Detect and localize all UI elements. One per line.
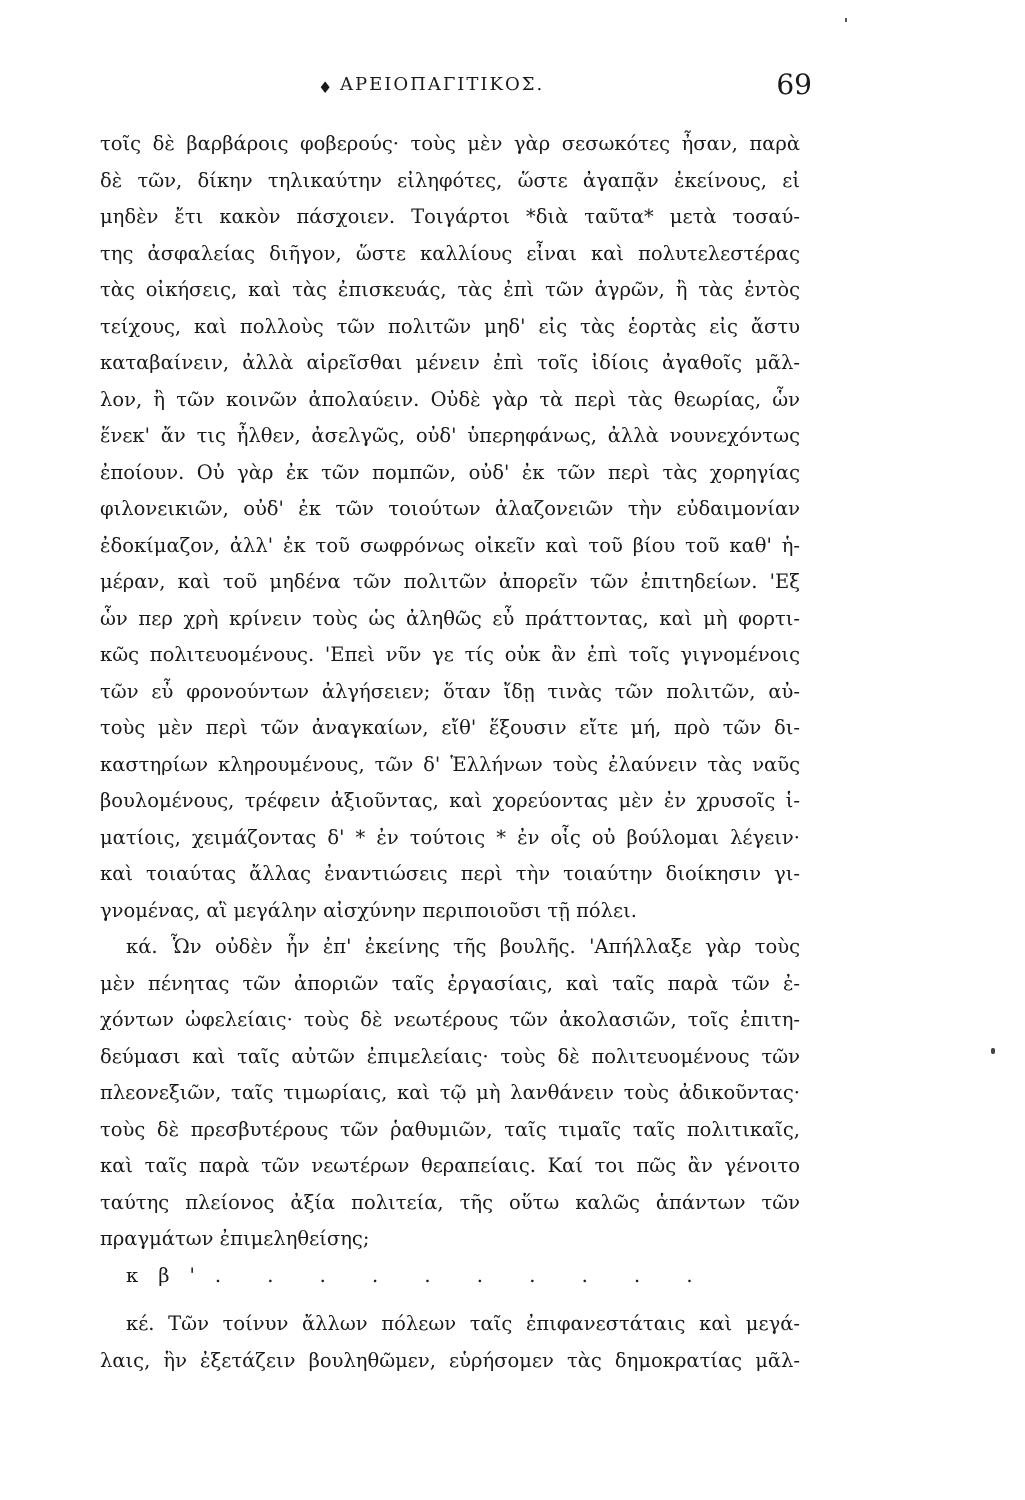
text-line: βουλομένους, τρέφειν ἀξιοῦντας, καὶ χορεύοντας μὲν ἐν χρυσοῖς ἱ- — [100, 789, 800, 812]
text-line: μηδὲν ἔτι κακὸν πάσχοιεν. Τοιγάρτοι *διὰ ταῦτα* μετὰ τοσαύ- — [100, 205, 800, 228]
text-line: λαις, ἣν ἐξετάζειν βουληθῶμεν, εὑρήσομεν τὰς δημοκρατίας μᾶλ- — [100, 1348, 800, 1372]
text-line: καὶ τοιαύτας ἄλλας ἐναντιώσεις περὶ τὴν τοιαύτην διοίκησιν γι- — [100, 862, 800, 885]
text-line: καὶ ταῖς παρὰ τῶν νεωτέρων θεραπείαις. Καί τοι πῶς ἂν γένοιτο — [100, 1154, 800, 1177]
text-line: γνομένας, αἳ μεγάλην αἰσχύνην περιποιοῦσι τῇ πόλει. — [100, 898, 637, 922]
text-line: τείχους, καὶ πολλοὺς τῶν πολιτῶν μηδ' εἰς τὰς ἑορτὰς εἰς ἄστυ — [100, 314, 800, 338]
header-ornament: ♦ — [318, 78, 333, 97]
section-ke-line: κέ. Τῶν τοίνυν ἄλλων πόλεων ταῖς ἐπιφανεστάταις καὶ μεγά- — [126, 1312, 800, 1335]
page-number: 69 — [776, 68, 812, 101]
running-title: ΑΡΕΙΟΠΑΓΙΤΙΚΟΣ. — [340, 74, 545, 95]
text-line: τοὺς δὲ πρεσβυτέρους τῶν ῥαθυμιῶν, ταῖς τιμαῖς ταῖς πολιτικαῖς, — [100, 1117, 800, 1141]
text-line: τοῖς δὲ βαρβάροις φοβερούς· τοὺς μὲν γὰρ σεσωκότες ἦσαν, παρὰ — [100, 132, 800, 155]
text-line: ταύτης πλείονος ἀξία πολιτεία, τῆς οὕτω καλῶς ἁπάντων τῶν — [100, 1190, 800, 1214]
text-line: καταβαίνειν, ἀλλὰ αἱρεῖσθαι μένειν ἐπὶ τοῖς ἰδίοις ἀγαθοῖς μᾶλ- — [100, 351, 800, 374]
text-line: λον, ἢ τῶν κοινῶν ἀπολαύειν. Οὐδὲ γὰρ τὰ περὶ τὰς θεωρίας, ὧν — [100, 387, 800, 411]
text-line: κῶς πολιτευομένους. 'Επεὶ νῦν γε τίς οὐκ ἂν ἐπὶ τοῖς γιγνομένοις — [100, 643, 800, 666]
text-line: της ἀσφαλείας διῆγον, ὥστε καλλίους εἶναι καὶ πολυτελεστέρας — [100, 241, 800, 265]
text-line: δεύμασι καὶ ταῖς αὐτῶν ἐπιμελείαις· τοὺς δὲ πολιτευομένους τῶν — [100, 1044, 800, 1068]
text-line: μὲν πένητας τῶν ἀποριῶν ταῖς ἐργασίαις, καὶ ταῖς παρὰ τῶν ἐ- — [100, 971, 800, 995]
text-line: χόντων ὠφελείαις· τοὺς δὲ νεωτέρους τῶν ἀκολασιῶν, τοῖς ἐπιτη- — [100, 1008, 800, 1031]
ink-speck — [845, 18, 847, 22]
text-line: τὰς οἰκήσεις, καὶ τὰς ἐπισκευάς, τὰς ἐπὶ τῶν ἀγρῶν, ἢ τὰς ἐντὸς — [100, 278, 800, 301]
main-text — [100, 126, 800, 1379]
text-line: ὧν περ χρὴ κρίνειν τοὺς ὡς ἀληθῶς εὖ πράττοντας, καὶ μὴ φορτι- — [100, 606, 800, 630]
text-line: τῶν εὖ φρονούντων ἀλγήσειεν; ὅταν ἴδῃ τινὰς τῶν πολιτῶν, αὐ- — [100, 679, 800, 703]
text-line: ἐποίουν. Οὐ γὰρ ἐκ τῶν πομπῶν, οὐδ' ἐκ τῶν περὶ τὰς χορηγίας — [100, 460, 800, 484]
text-line: τοὺς μὲν περὶ τῶν ἀναγκαίων, εἴθ' ἕξουσιν εἴτε μή, πρὸ τῶν δι- — [100, 716, 800, 739]
text-line: ματίοις, χειμάζοντας δ' * ἐν τούτοις * ἐν οἷς οὐ βούλομαι λέγειν· — [100, 825, 800, 849]
section-kb-line: κβ'. . . . . . . . . . — [126, 1263, 713, 1287]
text-line: δὲ τῶν, δίκην τηλικαύτην εἰληφότες, ὥστε ἀγαπᾷν ἐκείνους, εἰ — [100, 168, 800, 192]
text-line: ἐδοκίμαζον, ἀλλ' ἐκ τοῦ σωφρόνως οἰκεῖν καὶ τοῦ βίου τοῦ καθ' ἡ- — [100, 533, 800, 557]
text-line: καστηρίων κληρουμένους, τῶν δ' Ἑλλήνων τοὺς ἐλαύνειν τὰς ναῦς — [100, 752, 800, 776]
text-line: πλεονεξιῶν, ταῖς τιμωρίαις, καὶ τῷ μὴ λανθάνειν τοὺς ἀδικοῦντας· — [100, 1081, 800, 1104]
text-line: ἕνεκ' ἄν τις ἦλθεν, ἀσελγῶς, οὐδ' ὑπερηφάνως, ἀλλὰ νουνεχόντως — [100, 424, 800, 447]
text-line: φιλονεικιῶν, οὐδ' ἐκ τῶν τοιούτων ἀλαζονειῶν τὴν εὐδαιμονίαν — [100, 497, 800, 520]
section-gap — [100, 1294, 800, 1306]
page-header — [318, 66, 818, 106]
text-line: πραγμάτων ἐπιμεληθείσης; — [100, 1227, 370, 1250]
margin-speck — [991, 1048, 995, 1054]
text-line: μέραν, καὶ τοῦ μηδένα τῶν πολιτῶν ἀπορεῖν τῶν ἐπιτηδείων. 'Εξ — [100, 570, 800, 593]
section-ka-line: κά. Ὧν οὐδὲν ἦν ἐπ' ἐκείνης τῆς βουλῆς. 'Απήλλαξε γὰρ τοὺς — [126, 935, 800, 958]
